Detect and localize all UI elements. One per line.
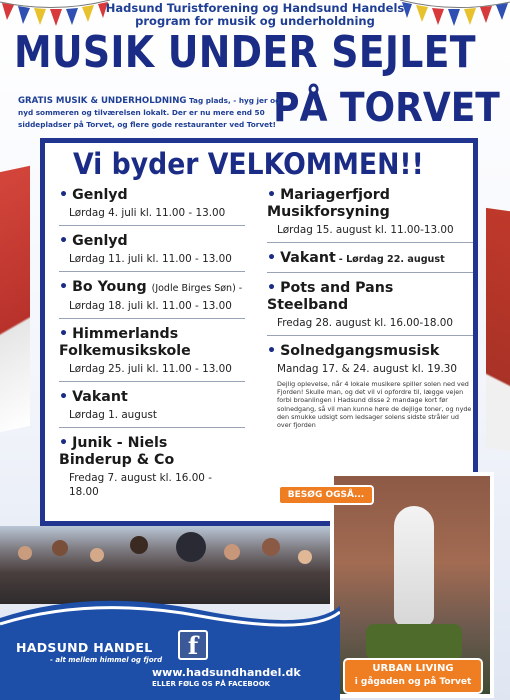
event-time: Lørdag 11. juli kl. 11.00 - 13.00 bbox=[69, 253, 232, 265]
follow-facebook-text: ELLER FØLG OS PÅ FACEBOOK bbox=[152, 680, 271, 688]
event-time: Fredag 28. august kl. 16.00-18.00 bbox=[277, 317, 454, 329]
event-name: Junik - Niels Binderup & Co bbox=[59, 435, 175, 468]
event-note: (Jodle Birges Søn) - bbox=[151, 283, 243, 294]
brand-tagline: - alt mellem himmel og fjord bbox=[50, 656, 163, 664]
program-line: program for musik og underholdning bbox=[135, 14, 375, 28]
event-name: Vakant bbox=[72, 389, 128, 405]
event-item: • Vakant Lørdag 1. august bbox=[59, 389, 245, 428]
event-description: Dejlig oplevelse, når 4 lokale musikere spiller solen ned ved Fjorden! Skulle man, og det vil vi opfordre til, lægge vejen forbi broanlingen i Hadsund disse 2 mandage kort før solnedgang, så vil man kunne høre de dejlige toner, og nyde den smukke udsigt som ledsager solens sidste stråler ud over fjorden bbox=[277, 380, 472, 430]
event-name: Genlyd bbox=[72, 233, 128, 249]
event-name: Mariagerfjord Musikforsyning bbox=[267, 187, 390, 220]
event-item: • Himmerlands Folkemusikskole Lørdag 25. juli kl. 11.00 - 13.00 bbox=[59, 326, 245, 382]
event-name: Pots and Pans Steelband bbox=[267, 280, 394, 313]
event-time: Lørdag 1. august bbox=[69, 409, 157, 421]
intro-text bbox=[18, 95, 288, 131]
event-item: • Pots and Pans Steelband Fredag 28. august kl. 16.00-18.00 bbox=[267, 280, 473, 336]
intro-body: Tag plads, - hyg jer og nyd sommeren og tilværelsen lokalt. Der er nu mere end 50 siddepladser på Torvet, og flere gode restauranter ved Torvet! bbox=[18, 96, 281, 129]
organizer-line: Hadsund Turistforening og Handsund Handels bbox=[105, 1, 405, 15]
event-name: Solnedgangsmusisk bbox=[280, 343, 440, 359]
program-column-left bbox=[59, 187, 245, 511]
event-item: • Vakant - Lørdag 22. august bbox=[267, 250, 473, 273]
event-time: Lørdag 4. juli kl. 11.00 - 13.00 bbox=[69, 207, 226, 219]
event-name: Himmerlands Folkemusikskole bbox=[59, 326, 191, 359]
brand-name: HADSUND HANDEL bbox=[16, 640, 153, 655]
event-item: • Junik - Niels Binderup & Co Fredag 7. august kl. 16.00 - 18.00 bbox=[59, 435, 245, 504]
event-time: - Lørdag 22. august bbox=[338, 254, 445, 265]
poster-subheadline: PÅ TORVET bbox=[273, 85, 500, 131]
program-title: Vi byder VELKOMMEN!! bbox=[73, 147, 424, 181]
flower-pot bbox=[366, 624, 462, 660]
event-item: • Solnedgangsmusisk Mandag 17. & 24. august kl. 19.30 Dejlig oplevelse, når 4 lokale musikere spiller solen ned ved Fjorden! Skulle man, og det vil vi opfordre til, lægge vejen forbi broanlingen i Hadsund disse 2 mandage kort før solnedgang, så vil man kunne høre de dejlige toner, og nyde den smukke udsigt som ledsager solens sidste stråler ud over fjorden bbox=[267, 343, 472, 430]
event-name: Vakant bbox=[280, 250, 336, 266]
event-time: Fredag 7. august kl. 16.00 - 18.00 bbox=[69, 472, 212, 498]
event-name: Genlyd bbox=[72, 187, 128, 203]
event-time: Lørdag 18. juli kl. 11.00 - 13.00 bbox=[69, 300, 232, 312]
program-column-right bbox=[267, 187, 473, 441]
intro-lead: GRATIS MUSIK & UNDERHOLDNING bbox=[18, 96, 187, 106]
event-item: • Genlyd Lørdag 4. juli kl. 11.00 - 13.00 bbox=[59, 187, 245, 226]
event-item: • Bo Young (Jodle Birges Søn) - Lørdag 18. juli kl. 11.00 - 13.00 bbox=[59, 279, 245, 319]
event-time: Lørdag 15. august kl. 11.00-13.00 bbox=[277, 224, 454, 236]
visit-also-badge: BESØG OGSÅ... bbox=[278, 485, 374, 505]
flag-decoration-left bbox=[0, 166, 30, 435]
urban-living-badge bbox=[343, 658, 483, 694]
poster-headline: MUSIK UNDER SEJLET bbox=[14, 27, 476, 78]
event-name: Bo Young bbox=[72, 279, 147, 295]
facebook-icon[interactable]: f bbox=[178, 630, 208, 660]
event-item: • Genlyd Lørdag 11. juli kl. 11.00 - 13.00 bbox=[59, 233, 245, 272]
event-time: Mandag 17. & 24. august kl. 19.30 bbox=[277, 363, 458, 375]
urban-living-title: URBAN LIVING bbox=[372, 663, 454, 674]
website-link[interactable]: www.hadsundhandel.dk bbox=[152, 666, 301, 679]
urban-living-subtitle: i gågaden og på Torvet bbox=[354, 677, 472, 687]
mannequin-figure bbox=[394, 506, 434, 626]
event-time: Lørdag 25. juli kl. 11.00 - 13.00 bbox=[69, 363, 232, 375]
flag-decoration-right bbox=[486, 208, 510, 452]
event-item: • Mariagerfjord Musikforsyning Lørdag 15. august kl. 11.00-13.00 bbox=[267, 187, 473, 243]
program-box bbox=[40, 138, 478, 526]
